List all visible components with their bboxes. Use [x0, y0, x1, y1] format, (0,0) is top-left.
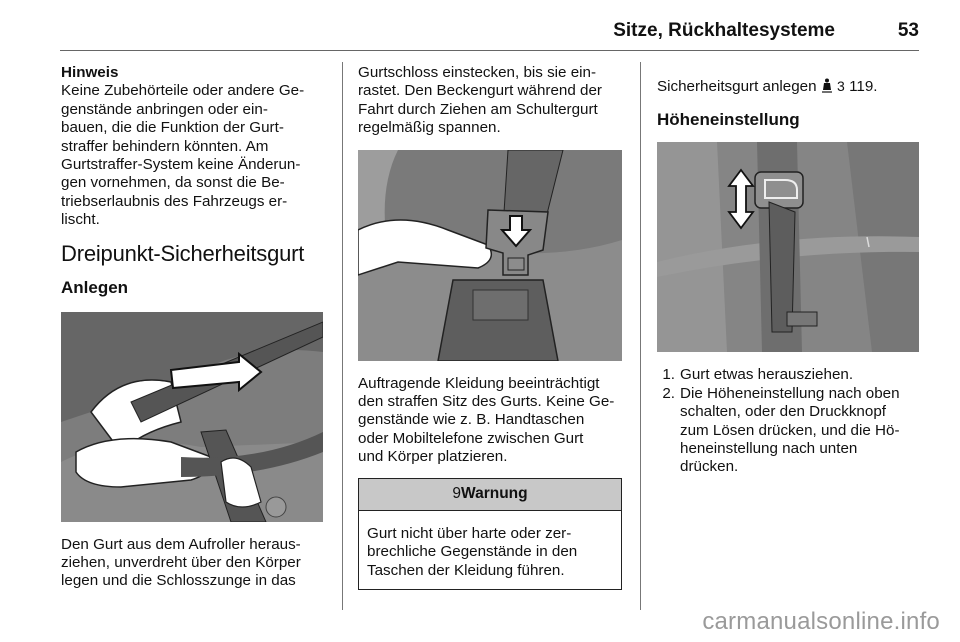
text-line: Fahrt durch Ziehen am Schultergurt	[358, 100, 598, 118]
text-line: rastet. Den Beckengurt während der	[358, 82, 602, 100]
text-line: drücken.	[680, 458, 739, 476]
text-line: Auftragende Kleidung beeinträchtigt	[358, 374, 600, 392]
step-list	[657, 366, 923, 476]
note-line: genstände anbringen oder ein-	[61, 100, 268, 118]
warning-header	[359, 479, 621, 511]
step-number: 2.	[662, 384, 675, 402]
note-line: straffer behindern könnten. Am	[61, 137, 269, 155]
step-text	[680, 385, 900, 477]
belt-fastening-illustration	[61, 312, 323, 522]
cross-reference-page: 119.	[849, 78, 878, 95]
buckle-insertion-illustration	[358, 150, 622, 361]
text-line: Gurtschloss einstecken, bis sie ein-	[358, 64, 597, 81]
note-title: Hinweis	[61, 64, 119, 81]
note-line: triebserlaubnis des Fahrzeugs er-	[61, 192, 288, 210]
text-line: brechliche Gegenstände in den	[367, 543, 578, 561]
text-line: regelmäßig spannen.	[358, 119, 501, 137]
warning-icon: 9	[452, 484, 462, 502]
height-adjustment-heading: Höheneinstellung	[657, 110, 800, 130]
cross-reference	[657, 77, 923, 96]
text-line: Die Höheneinstellung nach oben	[680, 384, 900, 402]
text-line: Den Gurt aus dem Aufroller heraus-	[61, 535, 301, 553]
note-line: bauen, die die Funktion der Gurt-	[61, 119, 284, 137]
text-line: Taschen der Kleidung führen.	[367, 561, 565, 579]
warning-title: Warnung	[461, 484, 528, 502]
text-line: Gurt nicht über harte oder zer-	[367, 525, 572, 543]
note-line: lischt.	[61, 211, 100, 229]
continued-paragraph	[358, 64, 624, 138]
column-divider-1	[342, 62, 343, 610]
step-number: 1.	[662, 366, 675, 384]
clothing-paragraph	[358, 375, 624, 467]
note-line: Gurtstraffer-System keine Änderun-	[61, 156, 301, 174]
warning-box	[358, 478, 622, 591]
instruction-paragraph	[61, 536, 327, 591]
column-2	[358, 64, 624, 590]
text-line: oder Mobiltelefone zwischen Gurt	[358, 429, 584, 447]
text-line: Gurt etwas herausziehen.	[680, 366, 854, 384]
text-line: den straffen Sitz des Gurts. Keine Ge-	[358, 393, 615, 411]
page-ref-arrow-icon: 3	[837, 78, 845, 94]
note-line: Keine Zubehörteile oder andere Ge-	[61, 82, 305, 100]
text-line: legen und die Schlosszunge in das	[61, 572, 296, 590]
column-divider-2	[640, 62, 641, 610]
header-rule	[60, 50, 919, 51]
cross-reference-text: Sicherheitsgurt anlegen	[657, 78, 817, 95]
text-line: und Körper platzieren.	[358, 448, 508, 466]
column-1	[61, 64, 327, 591]
text-line: ziehen, unverdreht über den Körper	[61, 554, 301, 572]
warning-text	[359, 511, 621, 589]
watermark: carmanualsonline.info	[702, 608, 940, 635]
height-adjustment-illustration	[657, 142, 919, 352]
note-text	[61, 82, 327, 229]
text-line: zum Lösen drücken, und die Hö-	[680, 421, 900, 439]
column-3	[657, 77, 923, 477]
subsection-heading: Anlegen	[61, 277, 129, 297]
step-item	[657, 366, 923, 384]
text-line: genstände wie z. B. Handtaschen	[358, 411, 585, 429]
step-text	[680, 366, 853, 384]
step-item	[657, 385, 923, 477]
text-line: heneinstellung nach unten	[680, 440, 858, 458]
page-number: 53	[897, 20, 919, 41]
note-line: gen vornehmen, da sonst die Be-	[61, 174, 285, 192]
header-title: Sitze, Rückhaltesysteme	[613, 20, 835, 41]
text-line: schalten, oder den Druckknopf	[680, 403, 886, 421]
airbag-warning-icon	[821, 78, 833, 93]
section-heading: Dreipunkt-Sicherheitsgurt	[61, 240, 305, 266]
